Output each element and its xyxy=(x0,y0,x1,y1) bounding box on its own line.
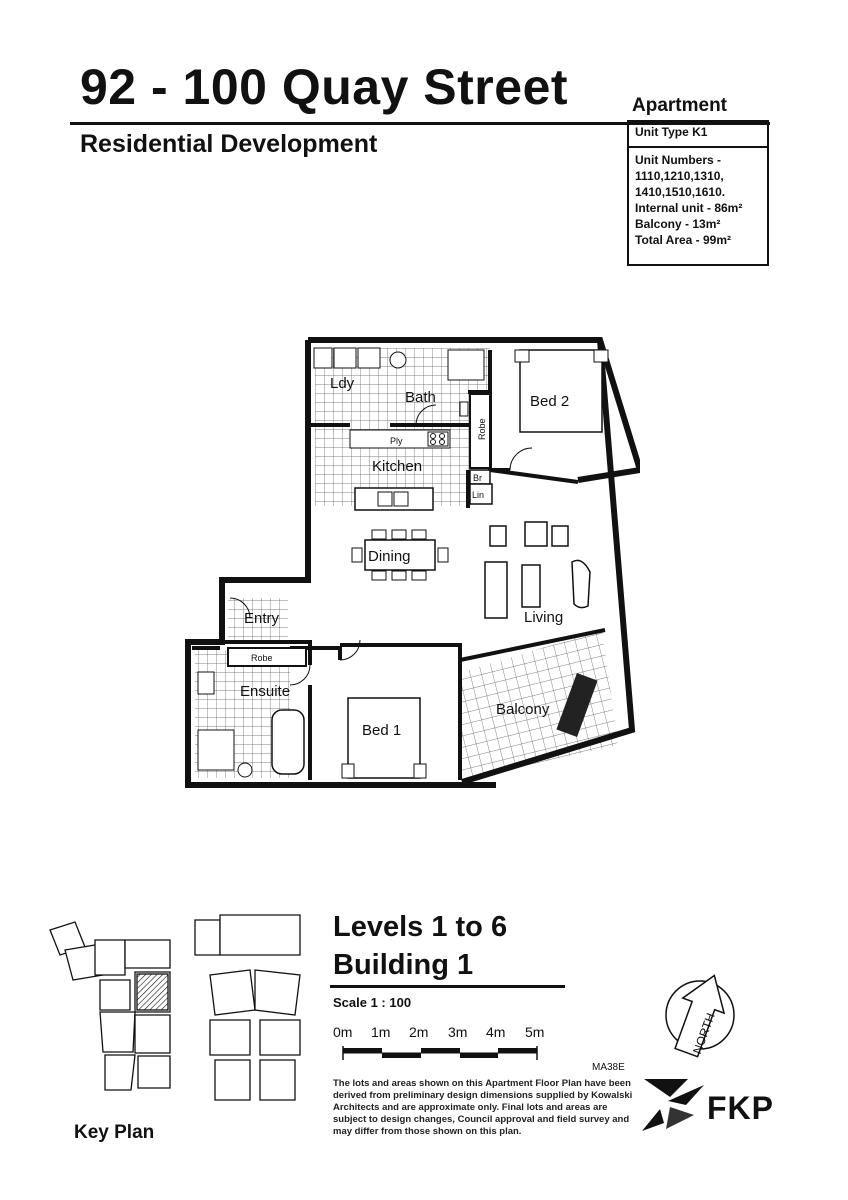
total-area: Total Area - 99m² xyxy=(635,233,732,247)
scale-mark: 1m xyxy=(371,1024,391,1040)
room-label-living: Living xyxy=(524,609,564,626)
scale-mark: 2m xyxy=(409,1024,429,1040)
category-label: Apartment xyxy=(632,95,728,116)
room-label-kitchen: Kitchen xyxy=(372,458,423,475)
laundry-appliance xyxy=(358,348,380,368)
room-label-ply: Ply xyxy=(390,436,403,446)
scale-mark: 3m xyxy=(448,1024,468,1040)
scale-mark: 5m xyxy=(525,1024,545,1040)
laundry-tub xyxy=(334,348,356,368)
toilet xyxy=(460,402,468,416)
room-label-bath: Bath xyxy=(405,389,436,406)
building-line: Building 1 xyxy=(333,949,474,981)
shower xyxy=(448,350,484,380)
unit-details xyxy=(629,148,767,252)
room-label-ensuite: Ensuite xyxy=(240,683,291,700)
bedside-table xyxy=(515,350,529,362)
levels-heading xyxy=(333,908,507,984)
key-plan-label: Key Plan xyxy=(74,1122,155,1143)
bed-2-furniture xyxy=(520,350,602,432)
room-label-bed1: Bed 1 xyxy=(362,722,402,739)
scale-label: Scale 1 : 100 xyxy=(333,995,412,1010)
bedside-table xyxy=(594,350,608,362)
unit-type: Unit Type K1 xyxy=(629,122,767,148)
room-label-bed2: Bed 2 xyxy=(530,393,570,410)
unit-numbers-line: 1410,1510,1610. xyxy=(635,185,726,199)
br-label: Br xyxy=(473,473,482,483)
ensuite-shower xyxy=(198,730,234,770)
disclaimer-text: The lots and areas shown on this Apartment Floor Plan have been derived from preliminary design dimensions supplied by Kowalski Architects and are approximate only. Final lots and areas are subject to design changes, Council approval and field survey and may differ from those shown on this plan. xyxy=(333,1078,633,1137)
page-title: 92 - 100 Quay Street xyxy=(80,59,569,115)
unit-info-box xyxy=(627,120,769,266)
ensuite-basin xyxy=(238,763,252,777)
kitchen-sink xyxy=(378,492,392,506)
floor-plan-drawing xyxy=(180,330,640,800)
scale-bar xyxy=(342,1046,542,1060)
internal-area: Internal unit - 86m² xyxy=(635,201,743,215)
fkp-logo-icon xyxy=(640,1075,708,1135)
robe-top-label: Robe xyxy=(477,418,487,440)
room-label-balcony: Balcony xyxy=(496,701,550,718)
scale-mark: 4m xyxy=(486,1024,506,1040)
robe-bottom-label: Robe xyxy=(251,653,273,663)
unit-numbers-line: 1110,1210,1310, xyxy=(635,169,724,183)
bedside-table xyxy=(342,764,354,778)
key-plan-drawing xyxy=(40,910,320,1120)
brand-name: FKP xyxy=(707,1090,774,1126)
levels-line: Levels 1 to 6 xyxy=(333,911,508,943)
laundry-appliance xyxy=(314,348,332,368)
unit-numbers-heading: Unit Numbers - xyxy=(635,153,722,167)
bedside-table xyxy=(414,764,426,778)
ensuite-toilet xyxy=(198,672,214,694)
room-label-entry: Entry xyxy=(244,610,280,627)
lin-label: Lin xyxy=(472,490,485,500)
north-arrow-icon xyxy=(660,965,750,1065)
living-furniture xyxy=(485,522,590,618)
balcony-area: Balcony - 13m² xyxy=(635,217,721,231)
bath-basin xyxy=(390,352,406,368)
scale-mark: 0m xyxy=(333,1024,353,1040)
north-label: NORTH xyxy=(690,1011,718,1056)
room-label-ldy: Ldy xyxy=(330,375,355,392)
room-label-dining: Dining xyxy=(368,548,411,565)
document-code: MA38E xyxy=(592,1062,625,1073)
kitchen-sink xyxy=(394,492,408,506)
key-plan-unit-highlight xyxy=(137,974,168,1010)
bathtub xyxy=(272,710,304,774)
page-subtitle: Residential Development xyxy=(80,130,378,158)
levels-divider xyxy=(330,985,565,988)
